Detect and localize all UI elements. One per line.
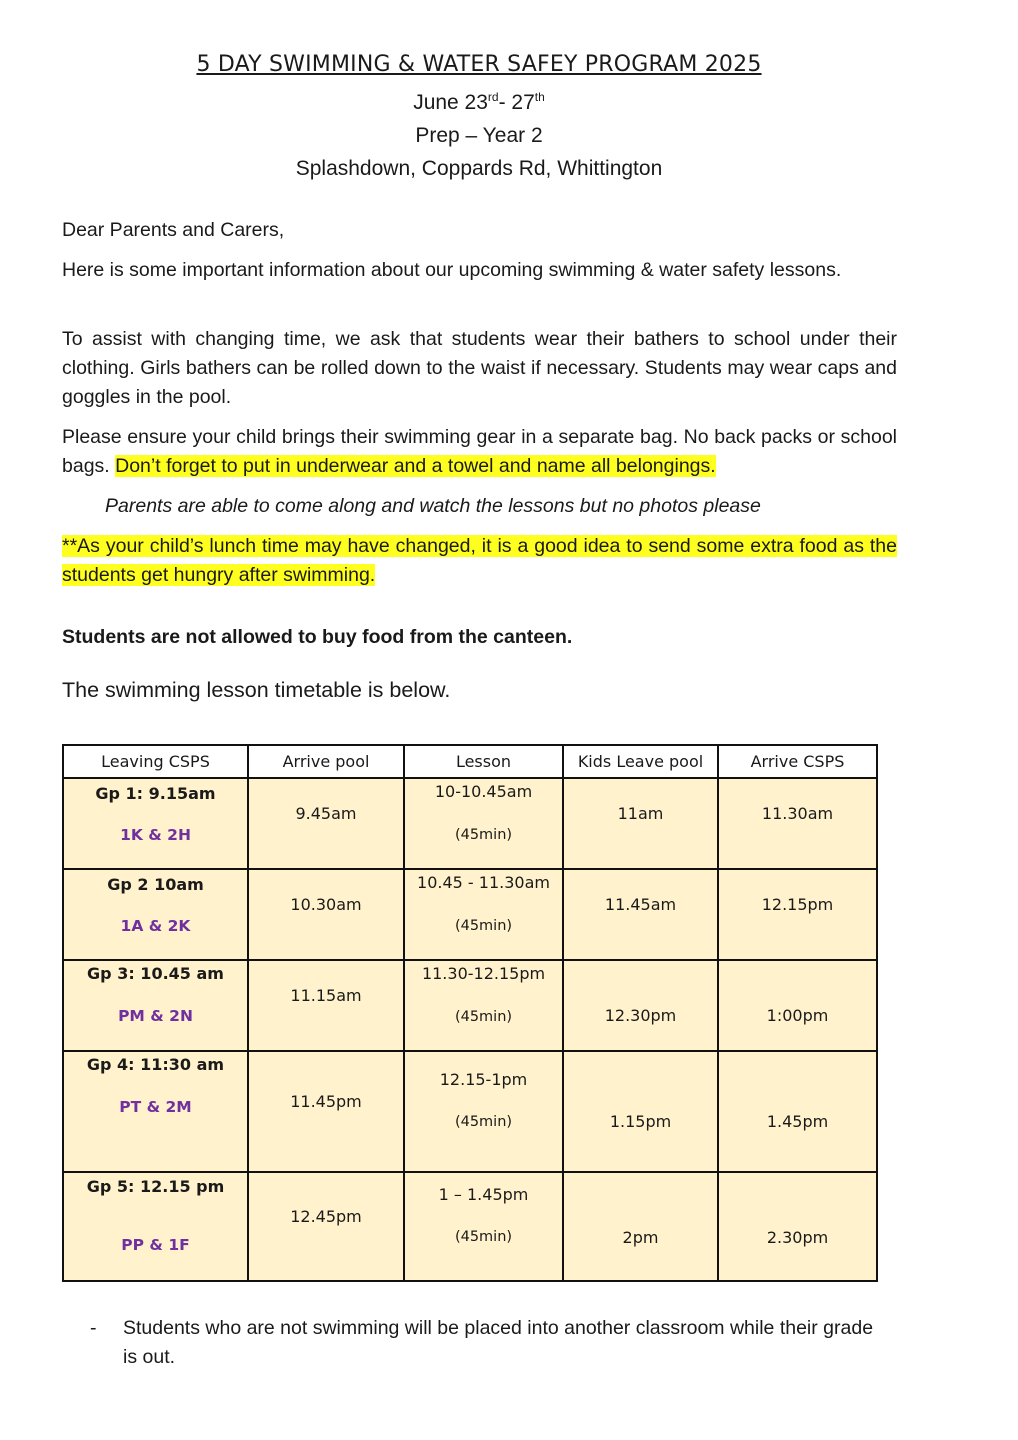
header-leaving-csps: Leaving CSPS <box>63 745 248 778</box>
arrive-pool-cell <box>248 1051 404 1172</box>
leave-pool-time: 12.30pm <box>604 1006 677 1025</box>
header-lesson: Lesson <box>404 745 563 778</box>
table-row <box>63 778 877 869</box>
group-cell <box>63 1172 248 1281</box>
bullet-marker: - <box>90 1317 97 1339</box>
lesson-time: 10.45 - 11.30am <box>417 873 550 892</box>
arrive-csps-cell <box>718 960 877 1051</box>
group-cell <box>63 778 248 869</box>
lesson-cell <box>404 1051 563 1172</box>
group-cell <box>63 869 248 960</box>
leave-pool-cell <box>563 778 718 869</box>
lesson-cell <box>404 960 563 1051</box>
arrive-pool-time: 10.30am <box>290 895 362 914</box>
gear-highlight: Don’t forget to put in underwear and a towel and name all belongings. <box>115 455 716 477</box>
lesson-duration: (45min) <box>454 1229 513 1245</box>
dates-end: - 27 <box>498 91 535 114</box>
arrive-csps-cell <box>718 1172 877 1281</box>
dates-end-suffix: th <box>534 90 545 104</box>
arrive-csps-cell <box>718 869 877 960</box>
arrive-csps-time: 2.30pm <box>766 1228 829 1247</box>
table-row <box>63 869 877 960</box>
leave-pool-time: 1.15pm <box>609 1112 672 1131</box>
dates-start-suffix: rd <box>487 90 499 104</box>
dates-start: June 23 <box>413 91 488 114</box>
lesson-cell <box>404 1172 563 1281</box>
lesson-duration: (45min) <box>454 1114 513 1130</box>
letter-gear-paragraph <box>62 423 897 481</box>
lesson-duration: (45min) <box>454 827 513 843</box>
leave-pool-time: 11.45am <box>604 895 677 914</box>
program-dates <box>0 90 958 115</box>
timetable-intro: The swimming lesson timetable is below. <box>62 678 451 702</box>
header-kids-leave-pool: Kids Leave pool <box>563 745 718 778</box>
arrive-csps-time: 1:00pm <box>766 1006 829 1025</box>
program-title: 5 DAY SWIMMING & WATER SAFEY PROGRAM 2025 <box>196 52 762 77</box>
arrive-pool-cell <box>248 778 404 869</box>
group-time: Gp 5: 12.15 pm <box>86 1177 225 1196</box>
program-grades: Prep – Year 2 <box>415 124 543 147</box>
table-row <box>63 960 877 1051</box>
table-row <box>63 1051 877 1172</box>
header-arrive-pool: Arrive pool <box>248 745 404 778</box>
arrive-pool-time: 11.15am <box>290 986 362 1005</box>
leave-pool-cell <box>563 1051 718 1172</box>
arrive-csps-cell <box>718 778 877 869</box>
lesson-duration: (45min) <box>454 1009 513 1025</box>
group-classes: PT & 2M <box>119 1098 192 1116</box>
leave-pool-cell <box>563 1172 718 1281</box>
arrive-pool-time: 12.45pm <box>290 1207 362 1226</box>
program-venue: Splashdown, Coppards Rd, Whittington <box>295 157 663 180</box>
letter-lunch-paragraph <box>62 532 897 590</box>
arrive-csps-time: 11.30am <box>761 804 834 823</box>
leave-pool-time: 11am <box>617 804 664 823</box>
lesson-time: 10-10.45am <box>434 782 533 801</box>
leave-pool-time: 2pm <box>622 1228 659 1247</box>
group-time: Gp 4: 11:30 am <box>86 1055 225 1074</box>
group-cell <box>63 960 248 1051</box>
group-classes: PP & 1F <box>121 1236 190 1254</box>
arrive-pool-time: 9.45am <box>295 804 357 823</box>
lesson-time: 1 – 1.45pm <box>438 1185 529 1204</box>
arrive-pool-cell <box>248 960 404 1051</box>
timetable-header-row <box>63 745 877 778</box>
letter-info-paragraph: Here is some important information about our upcoming swimming & water safety lessons. <box>62 259 842 281</box>
letter-parents-note: Parents are able to come along and watch the lessons but no photos please <box>105 495 761 517</box>
group-time: Gp 1: 9.15am <box>95 784 216 803</box>
group-classes: 1K & 2H <box>120 826 191 844</box>
non-swimmer-note: Students who are not swimming will be placed into another classroom while their grade is out. <box>123 1317 874 1368</box>
lesson-cell <box>404 778 563 869</box>
arrive-csps-time: 12.15pm <box>761 895 834 914</box>
arrive-pool-time: 11.45pm <box>290 1092 362 1111</box>
lesson-time: 12.15-1pm <box>439 1070 528 1089</box>
header-arrive-csps: Arrive CSPS <box>718 745 877 778</box>
arrive-pool-cell <box>248 869 404 960</box>
lesson-duration: (45min) <box>454 918 513 934</box>
group-classes: 1A & 2K <box>120 917 191 935</box>
leave-pool-cell <box>563 960 718 1051</box>
letter-bathers-paragraph: To assist with changing time, we ask that students wear their bathers to school under their clothing. Girls bathers can be rolled down to the waist if necessary. Students may wear caps and goggles in the pool. <box>62 328 897 408</box>
lesson-cell <box>404 869 563 960</box>
arrive-csps-cell <box>718 1051 877 1172</box>
leave-pool-cell <box>563 869 718 960</box>
arrive-csps-time: 1.45pm <box>766 1112 829 1131</box>
group-time: Gp 3: 10.45 am <box>87 964 224 983</box>
group-cell <box>63 1051 248 1172</box>
swimming-timetable <box>62 744 878 1282</box>
group-classes: PM & 2N <box>118 1007 193 1025</box>
lunch-highlight: **As your child’s lunch time may have changed, it is a good idea to send some extra food as the students get hungry after swimming. <box>62 535 897 586</box>
letter-canteen-notice: Students are not allowed to buy food from the canteen. <box>62 626 573 648</box>
letter-greeting: Dear Parents and Carers, <box>62 219 285 241</box>
group-time: Gp 2 10am <box>107 875 204 894</box>
arrive-pool-cell <box>248 1172 404 1281</box>
table-row <box>63 1172 877 1281</box>
lesson-time: 11.30-12.15pm <box>421 964 546 983</box>
gear-text: Please ensure your child brings their swimming gear in a separate bag. No back packs or school bags. <box>62 426 897 477</box>
